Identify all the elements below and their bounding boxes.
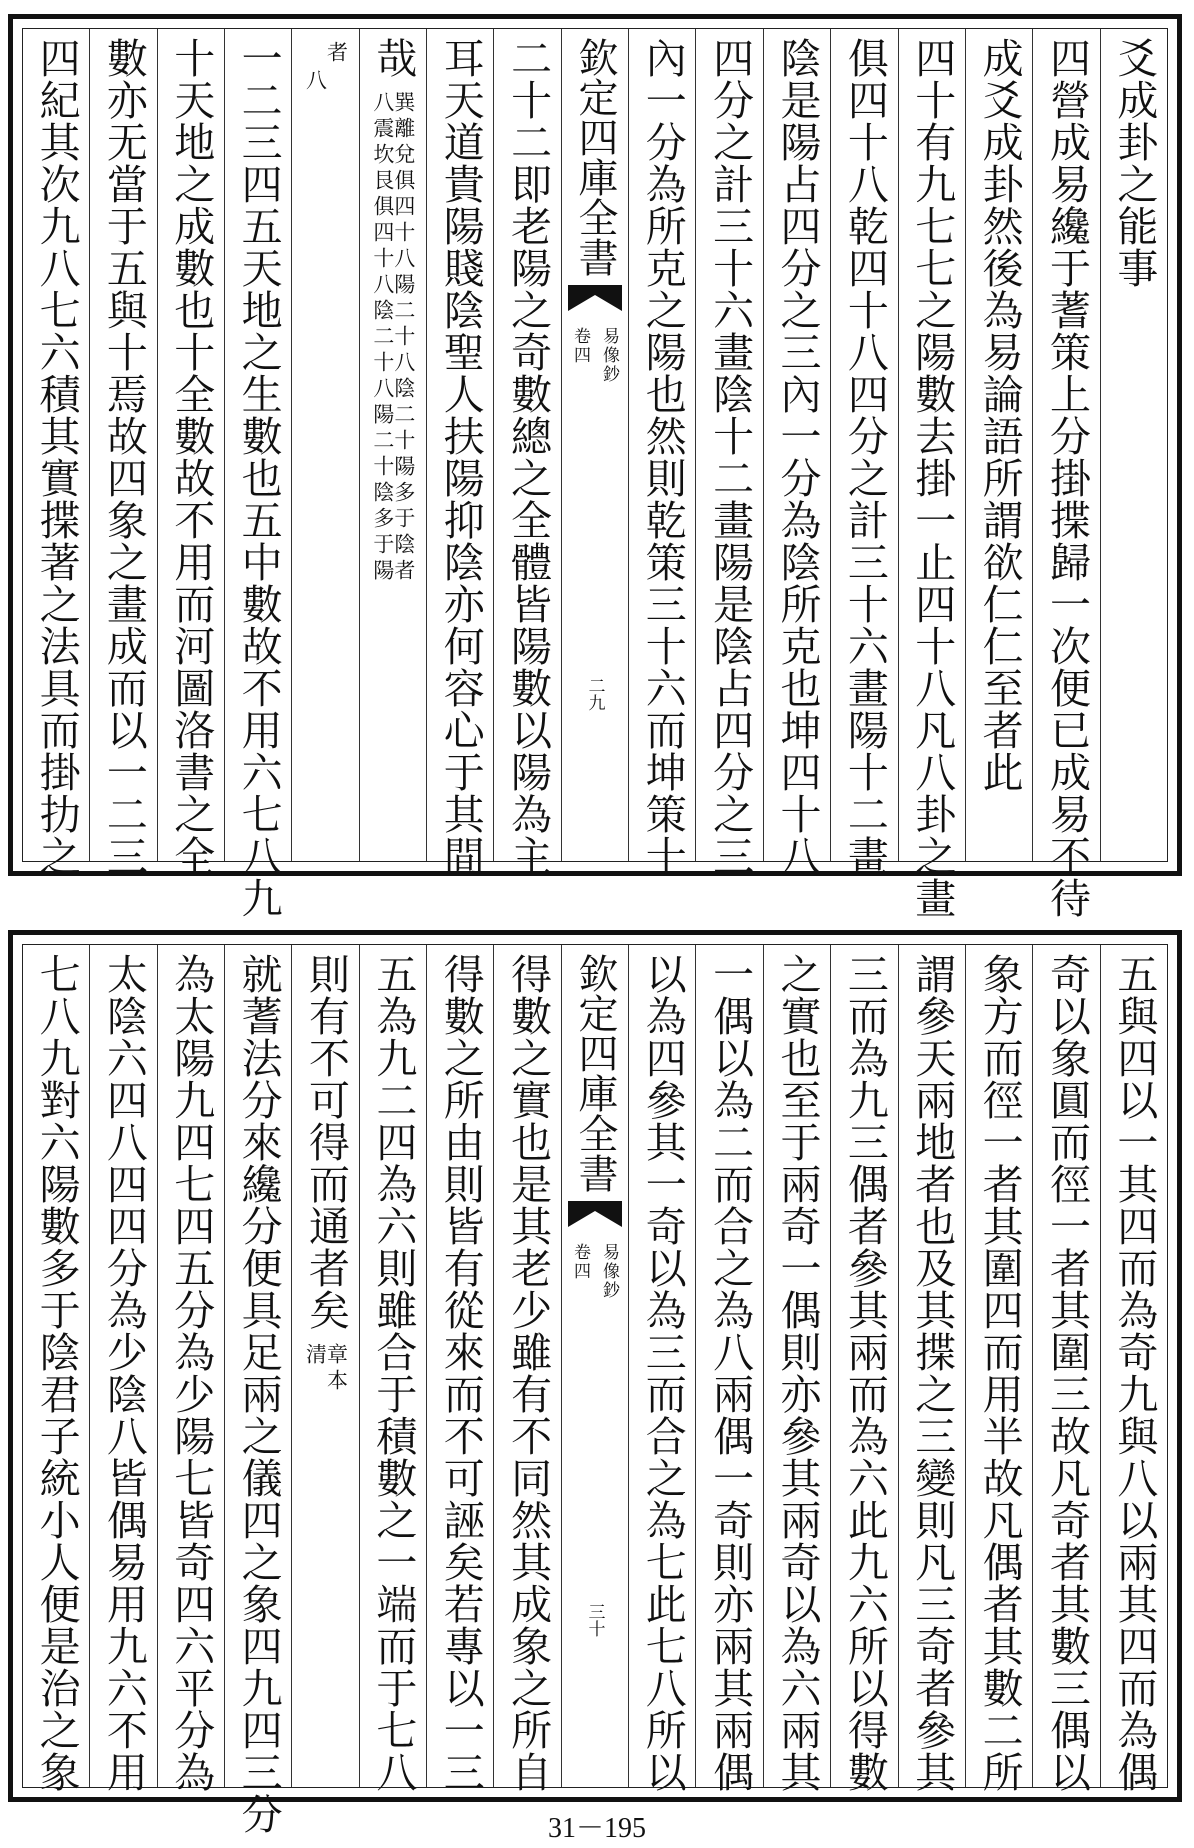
column-text: 三而為九三偶者參其兩而為六此九六所以得數 — [840, 953, 889, 1793]
text-column — [763, 29, 830, 877]
text-column — [1100, 29, 1167, 861]
text-column — [23, 945, 89, 1793]
column-text: 四分之計三十六畫陰十二畫陽是陰占四分之三 — [706, 37, 755, 877]
center-column — [561, 945, 628, 1787]
text-column — [493, 945, 560, 1793]
folio-number: 三十 — [584, 1603, 605, 1637]
column-text: 俱四十八乾四十八四分之計三十六畫陽十二畫 — [840, 37, 889, 877]
text-column — [965, 29, 1032, 861]
column-text: 七八九對六陽數多于陰君子統小人便是治之象 — [32, 953, 81, 1793]
column-text: 爻成卦之能事 — [1110, 37, 1159, 289]
text-column — [224, 29, 291, 919]
annotation-pair — [305, 29, 347, 861]
text-column — [23, 29, 89, 877]
book-title: 欽定四庫全書 — [571, 953, 618, 1193]
column-text: 之實也至于兩奇一偶則亦參其兩奇以為六兩其 — [773, 953, 822, 1793]
text-column — [1100, 945, 1167, 1793]
folio-number: 二九 — [584, 677, 605, 711]
subtitle — [568, 327, 622, 384]
text-column — [628, 29, 695, 877]
fishtail-mark-icon — [566, 283, 624, 313]
column-text: 五為九二四為六則雖合于積數之一端而于七八 — [369, 953, 418, 1793]
text-column — [898, 29, 965, 919]
annotation-right: 章本 — [324, 1343, 349, 1395]
column-text: 數亦无當于五與十焉故四象之畫成而以一二三 — [99, 37, 148, 877]
column-text: 陰是陽占四分之三內一分為陰所克也坤四十八 — [773, 37, 822, 877]
center-column — [561, 29, 628, 861]
text-column — [695, 29, 762, 877]
column-text: 得數之所由則皆有從來而不可誣矣若專以一三 — [436, 953, 485, 1793]
text-column-with-note — [291, 945, 358, 1787]
text-column — [157, 945, 224, 1793]
text-column — [1032, 945, 1099, 1793]
text-column — [763, 945, 830, 1793]
column-text: 以為四參其一奇以為三而合之為七此七八所以 — [638, 953, 687, 1793]
text-column — [426, 29, 493, 877]
annotation-pair — [372, 79, 414, 585]
column-text: 一二三四五天地之生數也五中數故不用六七八九 — [234, 37, 283, 919]
text-column — [224, 945, 291, 1835]
column-text: 十天地之成數也十全數故不用而河圖洛書之全 — [167, 37, 216, 877]
annotation-right: 巽離兌俱四十八陽二十八陰二十陽多于陰者 — [391, 91, 416, 585]
annotation-left: 清 — [303, 1343, 328, 1369]
text-column — [493, 29, 560, 877]
annotation-right: 者 — [324, 41, 349, 67]
subtitle-volume: 卷四 — [569, 327, 590, 365]
text-column — [830, 29, 897, 877]
subtitle-volume: 卷四 — [569, 1243, 590, 1281]
annotation-left: 八 — [303, 69, 328, 95]
text-column — [89, 945, 156, 1793]
text-column — [695, 945, 762, 1793]
page-number: 31－195 — [547, 1813, 646, 1844]
column-text: 內一分為所克之陽也然則乾策三十六而坤策十 — [638, 37, 687, 877]
column-text: 四營成易纔于蓍策上分掛揲歸一次便已成易不待 — [1042, 37, 1091, 919]
text-column — [830, 945, 897, 1793]
top-page-columns — [23, 29, 1167, 919]
text-column — [898, 945, 965, 1793]
text-column — [157, 29, 224, 877]
column-text: 耳天道貴陽賤陰聖人扶陽抑陰亦何容心于其間 — [436, 37, 485, 877]
column-text: 得數之實也是其老少雖有不同然其成象之所自 — [504, 953, 553, 1793]
book-title: 欽定四庫全書 — [571, 37, 618, 277]
column-text: 奇以象圓而徑一者其圍三故凡奇者其數三偶以 — [1042, 953, 1091, 1793]
column-text: 則有不可得而通者矣 — [302, 953, 350, 1331]
top-page — [8, 14, 1182, 919]
text-column — [89, 29, 156, 877]
subtitle-book-name: 易像鈔 — [598, 327, 619, 384]
subtitle-book-name: 易像鈔 — [598, 1243, 619, 1300]
column-text: 象方而徑一者其圍四而用半故凡偶者其數二所 — [975, 953, 1024, 1793]
text-column — [1032, 29, 1099, 919]
annotation-pair — [305, 1331, 347, 1395]
column-text: 四紀其次九八七六積其實揲著之法具而掛扐之 — [32, 37, 81, 877]
subtitle — [568, 1243, 622, 1300]
column-text: 太陰六四八四四分為少陰八皆偶易用九六不用 — [99, 953, 148, 1793]
column-text: 一偶以為二而合之為八兩偶一奇則亦兩其兩偶 — [706, 953, 755, 1793]
text-column — [359, 945, 426, 1793]
column-text: 二十二即老陽之奇數總之全體皆陽數以陽為主 — [504, 37, 553, 877]
text-column — [965, 945, 1032, 1793]
fishtail-mark-icon — [566, 1199, 624, 1229]
column-text: 成爻成卦然後為易論語所謂欲仁仁至者此 — [975, 37, 1024, 793]
text-column-with-note — [359, 29, 426, 861]
annotation-column — [291, 29, 358, 861]
column-text: 五與四以一其四而為奇九與八以兩其四而為偶 — [1110, 953, 1159, 1793]
annotation-left: 八震坎艮俱四十八陰二十八陽二十陰多于陽 — [370, 91, 395, 585]
text-column — [628, 945, 695, 1793]
column-text: 謂參天兩地者也及其揲之三變則凡三奇者參其 — [908, 953, 957, 1793]
column-text: 哉 — [369, 37, 418, 79]
top-page-frame — [22, 28, 1168, 919]
column-text: 四十有九七七之陽數去掛一止四十八凡八卦之畫 — [908, 37, 957, 919]
text-column — [426, 945, 493, 1793]
column-text: 為太陽九四七四五分為少陽七皆奇四六平分為 — [167, 953, 216, 1793]
column-text: 就蓍法分來纔分便具足兩之儀四之象四九四三分 — [234, 953, 283, 1835]
